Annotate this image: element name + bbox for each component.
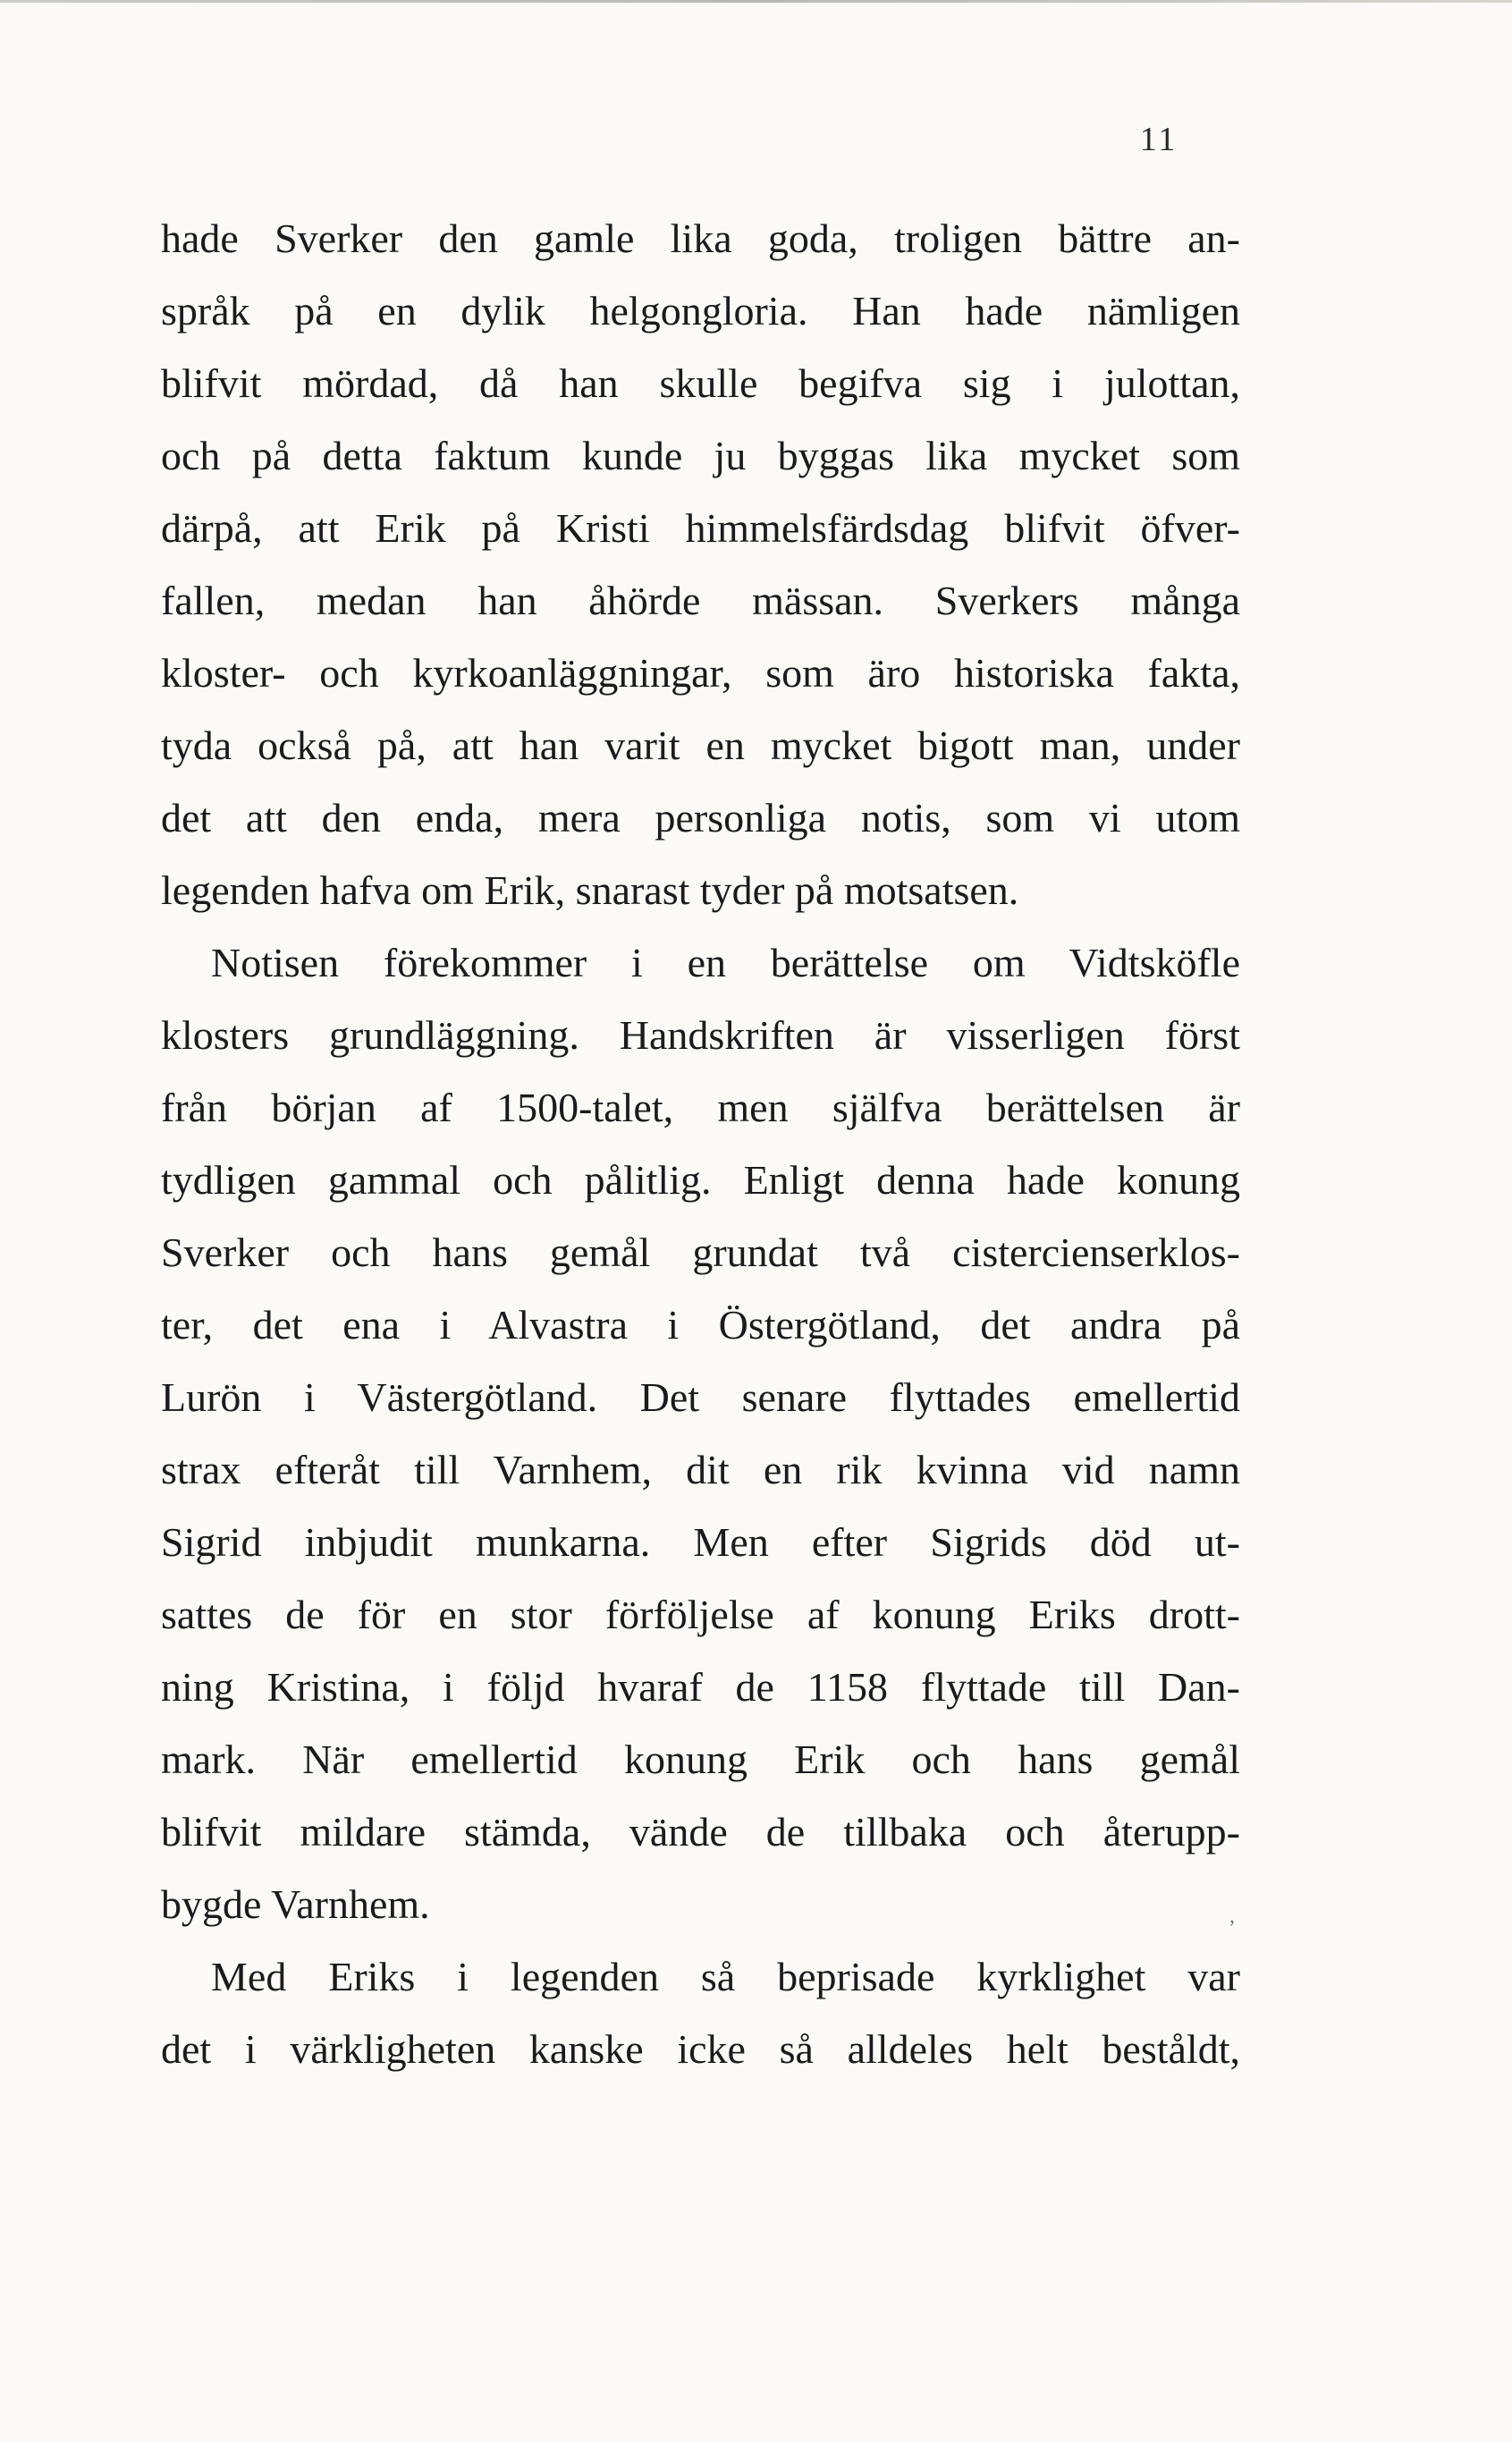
text-line: tyda också på, att han varit en mycket bigott man, under (161, 722, 1240, 768)
text-line: Sigrid inbjudit munkarna. Men efter Sigrids död ut- (161, 1519, 1240, 1565)
text-line: strax efteråt till Varnhem, dit en rik kvinna vid namn (161, 1447, 1240, 1492)
text-line: blifvit mildare stämda, vände de tillbaka och återupp- (161, 1809, 1240, 1855)
text-line: tydligen gammal och pålitlig. Enligt denna hade konung (161, 1157, 1240, 1203)
text-line: blifvit mördad, då han skulle begifva sig i julottan, (161, 360, 1240, 406)
text-line: det i värkligheten kanske icke så alldeles helt beståldt, (161, 2026, 1240, 2072)
text-line: Lurön i Västergötland. Det senare flyttades emellertid (161, 1374, 1240, 1420)
text-line: det att den enda, mera personliga notis, som vi utom (161, 795, 1240, 841)
text-line: Notisen förekommer i en berättelse om Vidtsköfle (211, 940, 1240, 985)
body-text (161, 202, 1240, 2085)
text-line: klosters grundläggning. Handskriften är visserligen först (161, 1012, 1240, 1058)
text-line: bygde Varnhem. (161, 1881, 430, 1927)
text-line: språk på en dylik helgongloria. Han hade nämligen (161, 288, 1240, 334)
page-number: 11 (1139, 121, 1178, 158)
text-line: fallen, medan han åhörde mässan. Sverkers många (161, 578, 1240, 623)
text-line: ter, det ena i Alvastra i Östergötland, det andra på (161, 1302, 1240, 1348)
page-top-edge (0, 0, 1512, 3)
text-line: legenden hafva om Erik, snarast tyder på motsatsen. (161, 867, 1019, 913)
text-line: kloster- och kyrkoanläggningar, som äro historiska fakta, (161, 650, 1240, 696)
text-line: mark. När emellertid konung Erik och hans gemål (161, 1736, 1240, 1782)
text-line: ning Kristina, i följd hvaraf de 1158 flyttade till Dan- (161, 1664, 1240, 1710)
stray-mark: , (1229, 1905, 1235, 1928)
text-line: sattes de för en stor förföljelse af konung Eriks drott- (161, 1592, 1240, 1637)
text-line: därpå, att Erik på Kristi himmelsfärdsdag blifvit öfver- (161, 505, 1240, 551)
text-line: Sverker och hans gemål grundat två cistercienserklos- (161, 1229, 1240, 1275)
text-line: Med Eriks i legenden så beprisade kyrklighet var (211, 1954, 1240, 1999)
text-line: och på detta faktum kunde ju byggas lika mycket som (161, 433, 1240, 478)
text-line: från början af 1500-talet, men själfva berättelsen är (161, 1085, 1240, 1130)
text-line: hade Sverker den gamle lika goda, troligen bättre an- (161, 215, 1240, 261)
